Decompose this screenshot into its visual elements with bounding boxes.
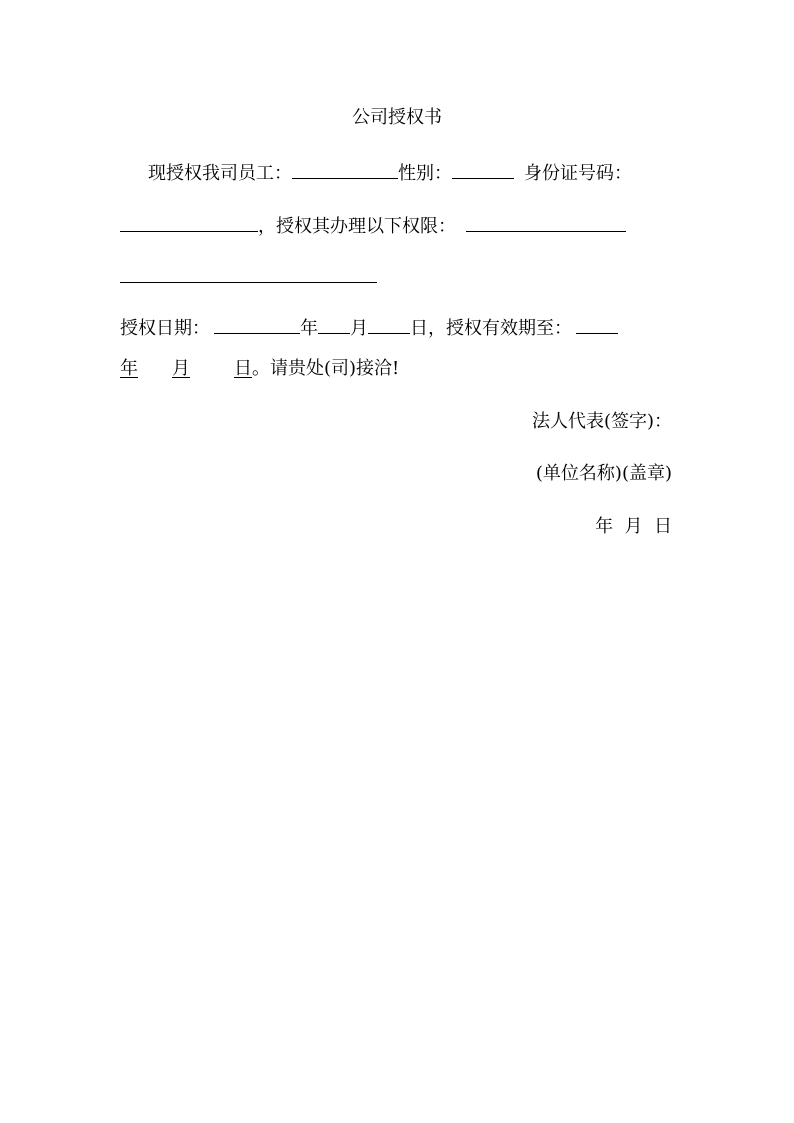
auth-day-label: 日	[410, 318, 428, 339]
authorization-date-label: 授权日期：	[120, 318, 210, 339]
company-seal: (单位名称)(盖章)	[535, 463, 672, 484]
permission-label: ，授权其办理以下权限：	[258, 216, 456, 237]
gender-blank[interactable]	[452, 160, 514, 179]
auth-year-label: 年	[300, 318, 318, 339]
valid-year-blank[interactable]	[576, 315, 618, 334]
closing-text: 。请贵处(司)接洽!	[252, 358, 400, 379]
auth-day-blank[interactable]	[368, 315, 410, 334]
permission-continuation-line	[120, 264, 377, 290]
valid-year-label: 年	[120, 358, 138, 379]
auth-month-label: 月	[350, 318, 368, 339]
signature-date: 年 月 日	[595, 516, 672, 537]
id-number-blank[interactable]	[120, 213, 258, 232]
permission-line	[120, 213, 626, 239]
employee-name-blank[interactable]	[292, 160, 398, 179]
valid-until-date[interactable]	[120, 358, 252, 379]
id-number-label: 身份证号码：	[524, 163, 632, 184]
employee-line	[148, 160, 632, 186]
gender-label: 性别：	[398, 163, 452, 184]
document-title: 公司授权书	[352, 107, 442, 128]
legal-representative-signature: 法人代表(签字)：	[531, 411, 672, 432]
date-line	[120, 315, 618, 341]
auth-year-blank[interactable]	[214, 315, 300, 334]
permission-blank-continued[interactable]	[120, 264, 377, 283]
permission-blank[interactable]	[466, 213, 626, 232]
validity-label: ，授权有效期至：	[428, 318, 572, 339]
auth-month-blank[interactable]	[318, 315, 350, 334]
valid-day-label: 日	[234, 358, 252, 379]
employee-label: 现授权我司员工：	[148, 163, 292, 184]
valid-month-label: 月	[172, 358, 190, 379]
validity-date-line	[120, 357, 399, 381]
